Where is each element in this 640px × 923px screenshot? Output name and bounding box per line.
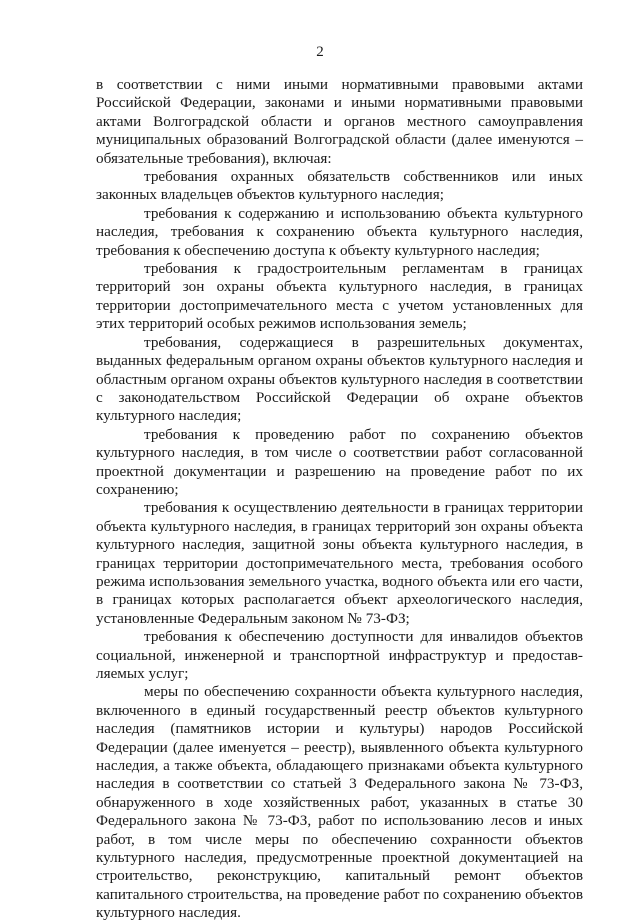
paragraph-preservation-measures: меры по обеспечению сохранности объекта культурного наследия, включенного в единый государственный реестр объектов культурного наследия (памятников истории и культуры) народов Российской Федерации (далее именуется – реестр), выявленного объекта культурного наследия, а также объекта, обладающего признаками объекта культурного наследия в соответствии со статьей 3 Федерального закона № 73-ФЗ, обнаруженного в ходе хозяйственных работ, указанных в статье 30 Федерального закона № 73-ФЗ, работ по использованию лесов и иных работ, в том числе меры по обеспечению сохранности объектов культурного наследия, предусмотренные проектной документацией на строительство, реконструкцию, капитальный ремонт объектов капитального строительства, на проведение работ по сохранению объектов культурного наследия. <box>96 683 583 922</box>
paragraph-permit-documents: требования, содержащиеся в разрешительных документах, выданных федеральным органом охраны объектов культурного наследия и областным органом охраны объектов культурного наследия в соответствии с законодательством Российской Федерации об охране объектов культурного наследия; <box>96 333 583 425</box>
paragraph-continuation: в соответствии с ними иными нормативными правовыми актами Российской Федерации, законами и иными нормативными правовыми актами Волгоградской области и органов местного самоуправления муниципальных образований Волгоградской области (далее именуются – обязательные требования), включая: <box>96 76 583 167</box>
paragraph-urban-regulations: требования к градостроительным регламентам в границах территорий зон охраны объекта культурного наследия, в границах территории достопримечательного места с учетом установленных для этих территорий особых режимов использования земель; <box>96 260 583 333</box>
paragraph-maintenance-requirements: требования к содержанию и использованию объекта культурного наследия, требования к сохранению объекта культурного наследия, требования к обеспечению доступа к объекту культурного наследия; <box>96 204 583 259</box>
paragraph-activity-requirements: требования к осуществлению деятельности в границах территории объекта культурного наследия, в границах территорий зон охраны объекта культурного наследия, защитной зоны объекта культурного наследия, в границах территории достопримечательного места, требования особого режима использования земельного участка, водного объекта или его части, в границах которых располагается объект археологического наследия, установленные Федеральным законом № 73-ФЗ; <box>96 499 583 627</box>
document-body <box>96 76 583 923</box>
paragraph-preservation-works: требования к проведению работ по сохранению объектов культурного наследия, в том числе о соответствии работ согласованной проектной документации и разрешению на проведение работ по их сохранению; <box>96 425 583 498</box>
page-number: 2 <box>316 44 324 60</box>
paragraph-protection-obligations: требования охранных обязательств собственников или иных законных владельцев объектов культурного наследия; <box>96 168 583 204</box>
paragraph-accessibility: требования к обеспечению доступности для инвалидов объектов социальной, инженерной и транспортной инфраструктур и предостав-ляемых услуг; <box>96 628 583 682</box>
